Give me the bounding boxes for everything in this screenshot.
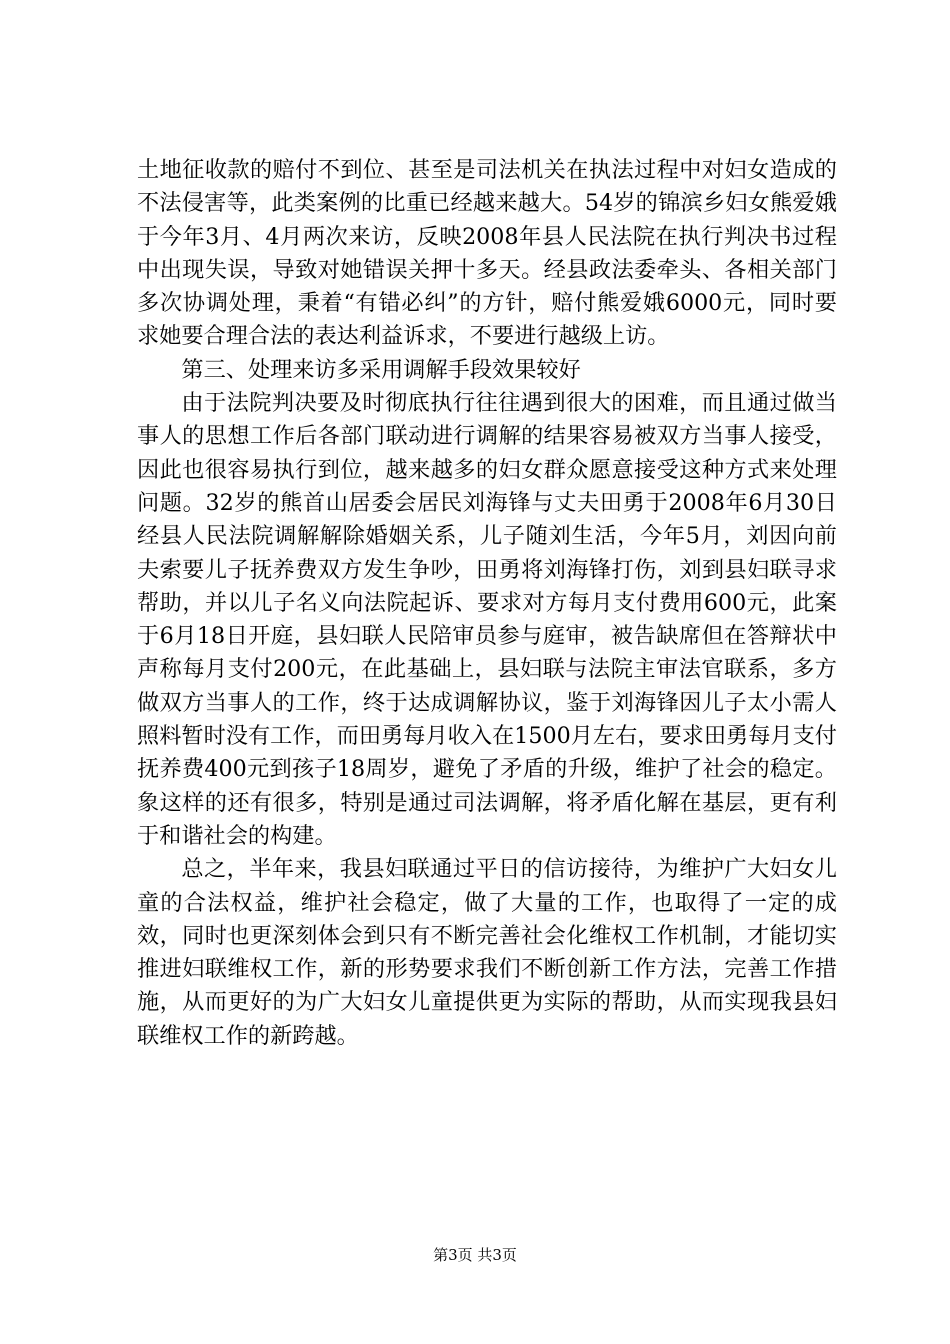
paragraph-mediation: 由于法院判决要及时彻底执行往往遇到很大的困难，而且通过做当事人的思想工作后各部门联动进行调解的结果容易被双方当事人接受，因此也很容易执行到位，越来越多的妇女群众愿意接受这种方式来处理问题。32岁的熊首山居委会居民刘海锋与丈夫田勇于2008年6月30日经县人民法院调解解除婚姻关系，儿子随刘生活，今年5月，刘因向前夫索要儿子抚养费双方发生争吵，田勇将刘海锋打伤，刘到县妇联寻求帮助，并以儿子名义向法院起诉、要求对方每月支付费用600元，此案于6月18日开庭，县妇联人民陪审员参与庭审，被告缺席但在答辩状中声称每月支付200元，在此基础上，县妇联与法院主审法官联系，多方做双方当事人的工作，终于达成调解协议，鉴于刘海锋因儿子太小需人照料暂时没有工作，而田勇每月收入在1500月左右，要求田勇每月支付抚养费400元到孩子18周岁，避免了矛盾的升级，维护了社会的稳定。象这样的还有很多，特别是通过司法调解，将矛盾化解在基层，更有利于和谐社会的构建。 xyxy=(137,390,837,849)
section-heading-third: 第三、处理来访多采用调解手段效果较好 xyxy=(181,356,581,383)
paragraph-continuation: 土地征收款的赔付不到位、甚至是司法机关在执法过程中对妇女造成的不法侵害等，此类案例的比重已经越来越大。54岁的锦滨乡妇女熊爱娥于今年3月、4月两次来访，反映2008年县人民法院在执行判决书过程中出现失误，导致对她错误关押十多天。经县政法委牵头、各相关部门多次协调处理，秉着“有错必纠”的方针，赔付熊爱娥6000元，同时要求她要合理合法的表达利益诉求，不要进行越级上访。 xyxy=(137,157,837,350)
document-body xyxy=(137,154,837,1053)
page-footer: 第3页 共3页 xyxy=(433,1246,517,1264)
paragraph-summary: 总之，半年来，我县妇联通过平日的信访接待，为维护广大妇女儿童的合法权益，维护社会稳定，做了大量的工作，也取得了一定的成效，同时也更深刻体会到只有不断完善社会化维权工作机制，才能切实推进妇联维权工作，新的形势要求我们不断创新工作方法，完善工作措施，从而更好的为广大妇女儿童提供更为实际的帮助，从而实现我县妇联维权工作的新跨越。 xyxy=(137,856,837,1049)
